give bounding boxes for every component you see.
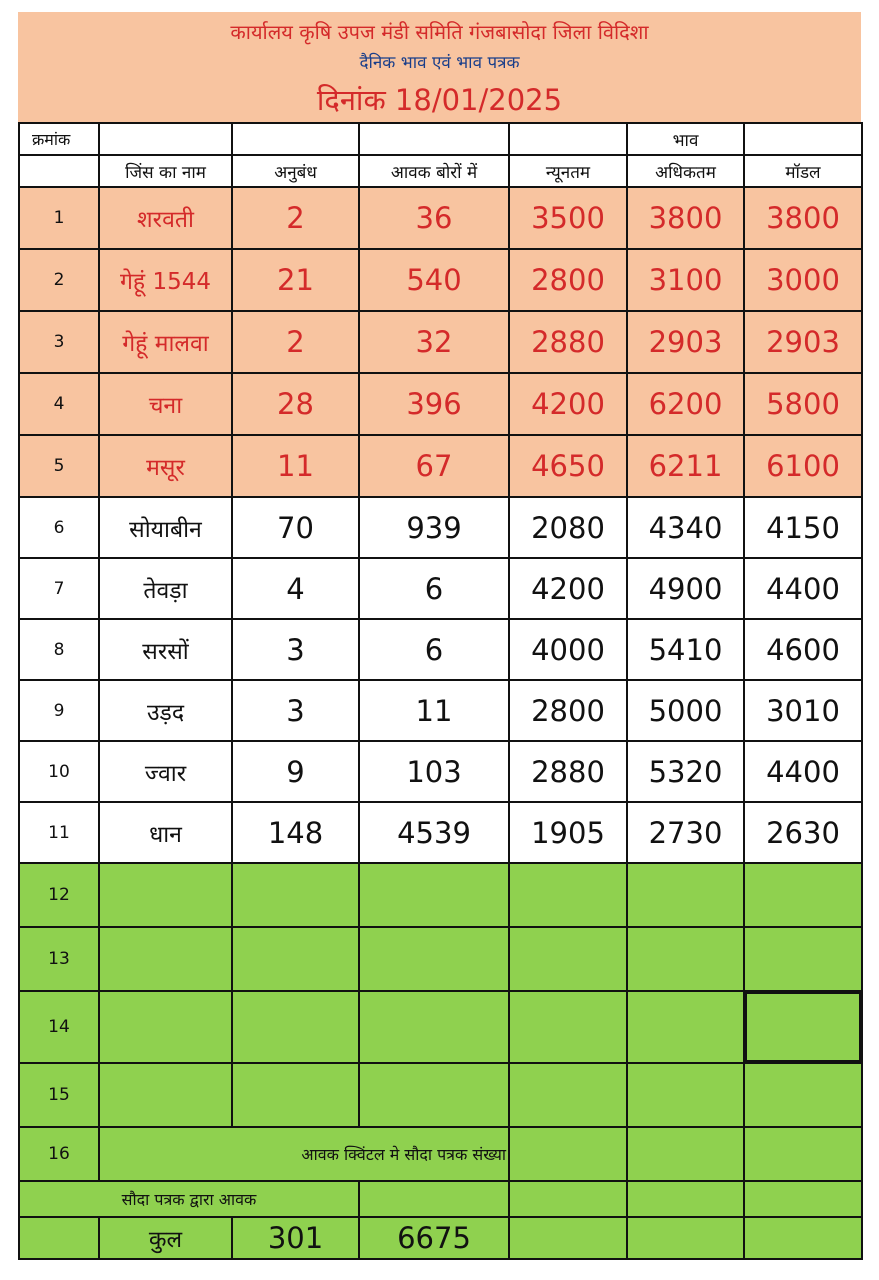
row-min: 4200 — [509, 373, 627, 435]
crop-name: गेहूं मालवा — [99, 311, 232, 373]
quintal-note: आवक क्विंटल मे सौदा पत्रक संख्या — [99, 1127, 509, 1181]
row-contract: 3 — [232, 680, 359, 741]
empty-cell — [744, 927, 862, 991]
row-serial: 12 — [19, 863, 99, 927]
crop-name: चना — [99, 373, 232, 435]
empty-cell — [359, 1181, 509, 1217]
row-max: 3100 — [627, 249, 744, 311]
row-arrival: 396 — [359, 373, 509, 435]
header-row-2 — [19, 155, 862, 187]
row-max: 2903 — [627, 311, 744, 373]
row-modal: 3010 — [744, 680, 862, 741]
empty-cell — [232, 863, 359, 927]
row-modal: 6100 — [744, 435, 862, 497]
row-min: 2800 — [509, 680, 627, 741]
price-table — [18, 122, 863, 1260]
sauda-row — [19, 1181, 862, 1217]
empty-cell — [359, 1063, 509, 1127]
row-contract: 28 — [232, 373, 359, 435]
row-contract: 148 — [232, 802, 359, 863]
total-label: कुल — [99, 1217, 232, 1259]
row-contract: 4 — [232, 558, 359, 619]
row-min: 2880 — [509, 311, 627, 373]
row-min: 4200 — [509, 558, 627, 619]
empty-cell — [509, 927, 627, 991]
empty-cell — [744, 1063, 862, 1127]
row-arrival: 939 — [359, 497, 509, 558]
table-row — [19, 619, 862, 680]
row-serial: 3 — [19, 311, 99, 373]
row-serial: 11 — [19, 802, 99, 863]
empty-cell — [359, 991, 509, 1063]
empty-cell — [627, 991, 744, 1063]
table-row — [19, 311, 862, 373]
row-contract: 11 — [232, 435, 359, 497]
row-max: 5410 — [627, 619, 744, 680]
empty-cell — [19, 1217, 99, 1259]
row-serial: 13 — [19, 927, 99, 991]
row-serial: 16 — [19, 1127, 99, 1181]
empty-cell — [232, 991, 359, 1063]
row-max: 6200 — [627, 373, 744, 435]
min-header: न्यूनतम — [509, 155, 627, 187]
row-contract: 70 — [232, 497, 359, 558]
row-min: 2080 — [509, 497, 627, 558]
row-min: 1905 — [509, 802, 627, 863]
row-contract: 2 — [232, 311, 359, 373]
row-min: 2800 — [509, 249, 627, 311]
row-modal: 4400 — [744, 741, 862, 802]
blank-header-cell — [99, 123, 232, 155]
row-serial: 1 — [19, 187, 99, 249]
serial-header: क्रमांक — [19, 123, 99, 155]
empty-cell — [627, 1181, 744, 1217]
blank-header-cell — [744, 123, 862, 155]
empty-cell — [509, 863, 627, 927]
table-row — [19, 435, 862, 497]
row-serial: 14 — [19, 991, 99, 1063]
empty-row — [19, 1063, 862, 1127]
row-max: 4900 — [627, 558, 744, 619]
row-max: 4340 — [627, 497, 744, 558]
row-modal: 3800 — [744, 187, 862, 249]
row-modal: 4150 — [744, 497, 862, 558]
empty-cell — [744, 863, 862, 927]
crop-name: गेहूं 1544 — [99, 249, 232, 311]
empty-cell — [627, 927, 744, 991]
table-row — [19, 558, 862, 619]
empty-cell — [509, 991, 627, 1063]
table-row — [19, 802, 862, 863]
row-modal: 2903 — [744, 311, 862, 373]
empty-cell — [359, 927, 509, 991]
row-serial: 5 — [19, 435, 99, 497]
blank-header-cell — [509, 123, 627, 155]
empty-cell — [99, 1063, 232, 1127]
row-max: 2730 — [627, 802, 744, 863]
row-max: 5000 — [627, 680, 744, 741]
row-arrival: 103 — [359, 741, 509, 802]
crop-name: तेवड़ा — [99, 558, 232, 619]
row-serial: 8 — [19, 619, 99, 680]
arrival-header: आवक बोरों में — [359, 155, 509, 187]
blank-header-cell — [359, 123, 509, 155]
table-row — [19, 249, 862, 311]
row-contract: 9 — [232, 741, 359, 802]
price-sheet — [18, 12, 861, 1265]
blank-header-cell — [19, 155, 99, 187]
empty-cell — [509, 1127, 627, 1181]
empty-row — [19, 863, 862, 927]
row-serial: 4 — [19, 373, 99, 435]
row-modal: 5800 — [744, 373, 862, 435]
blank-header-cell — [232, 123, 359, 155]
row-max: 3800 — [627, 187, 744, 249]
empty-row — [19, 927, 862, 991]
table-row — [19, 187, 862, 249]
row-serial: 10 — [19, 741, 99, 802]
empty-cell — [509, 1063, 627, 1127]
empty-cell — [744, 1127, 862, 1181]
table-row — [19, 373, 862, 435]
row-arrival: 67 — [359, 435, 509, 497]
empty-cell — [744, 1181, 862, 1217]
crop-name: उड़द — [99, 680, 232, 741]
row-modal: 4600 — [744, 619, 862, 680]
crop-name: शरवती — [99, 187, 232, 249]
row-contract: 3 — [232, 619, 359, 680]
row-modal: 2630 — [744, 802, 862, 863]
empty-cell — [627, 863, 744, 927]
header-row-1 — [19, 123, 862, 155]
crop-name: धान — [99, 802, 232, 863]
max-header: अधिकतम — [627, 155, 744, 187]
row-arrival: 6 — [359, 558, 509, 619]
empty-cell — [744, 1217, 862, 1259]
crop-name: ज्वार — [99, 741, 232, 802]
row-max: 5320 — [627, 741, 744, 802]
row-arrival: 4539 — [359, 802, 509, 863]
office-title: कार्यालय कृषि उपज मंडी समिति गंजबासोदा जिला विदिशा — [230, 20, 649, 44]
row-min: 2880 — [509, 741, 627, 802]
row-serial: 7 — [19, 558, 99, 619]
empty-cell — [99, 991, 232, 1063]
table-row — [19, 497, 862, 558]
row-serial: 9 — [19, 680, 99, 741]
modal-header: मॉडल — [744, 155, 862, 187]
sauda-arrival-label: सौदा पत्रक द्वारा आवक — [19, 1181, 359, 1217]
empty-row — [19, 1127, 862, 1181]
price-group-header: भाव — [627, 123, 744, 155]
row-arrival: 540 — [359, 249, 509, 311]
empty-cell — [99, 927, 232, 991]
total-row — [19, 1217, 862, 1259]
row-arrival: 36 — [359, 187, 509, 249]
row-min: 4000 — [509, 619, 627, 680]
table-row — [19, 680, 862, 741]
row-serial: 6 — [19, 497, 99, 558]
row-arrival: 32 — [359, 311, 509, 373]
date-line: दिनांक 18/01/2025 — [316, 83, 563, 117]
empty-row — [19, 991, 862, 1063]
row-modal: 4400 — [744, 558, 862, 619]
row-contract: 2 — [232, 187, 359, 249]
row-modal: 3000 — [744, 249, 862, 311]
empty-cell — [627, 1063, 744, 1127]
row-min: 4650 — [509, 435, 627, 497]
crop-name: सोयाबीन — [99, 497, 232, 558]
row-serial: 2 — [19, 249, 99, 311]
row-serial: 15 — [19, 1063, 99, 1127]
contract-header: अनुबंध — [232, 155, 359, 187]
sheet-subtitle: दैनिक भाव एवं भाव पत्रक — [359, 53, 520, 73]
sheet-header — [18, 12, 861, 122]
row-min: 3500 — [509, 187, 627, 249]
row-arrival: 11 — [359, 680, 509, 741]
crop-header: जिंस का नाम — [99, 155, 232, 187]
table-row — [19, 741, 862, 802]
empty-cell — [627, 1217, 744, 1259]
row-arrival: 6 — [359, 619, 509, 680]
empty-cell — [627, 1127, 744, 1181]
crop-name: सरसों — [99, 619, 232, 680]
empty-cell — [509, 1217, 627, 1259]
empty-cell — [509, 1181, 627, 1217]
crop-name: मसूर — [99, 435, 232, 497]
empty-cell — [359, 863, 509, 927]
row-contract: 21 — [232, 249, 359, 311]
total-contract: 301 — [232, 1217, 359, 1259]
total-arrival: 6675 — [359, 1217, 509, 1259]
empty-cell — [744, 991, 862, 1063]
empty-cell — [99, 863, 232, 927]
empty-cell — [232, 927, 359, 991]
row-max: 6211 — [627, 435, 744, 497]
empty-cell — [232, 1063, 359, 1127]
